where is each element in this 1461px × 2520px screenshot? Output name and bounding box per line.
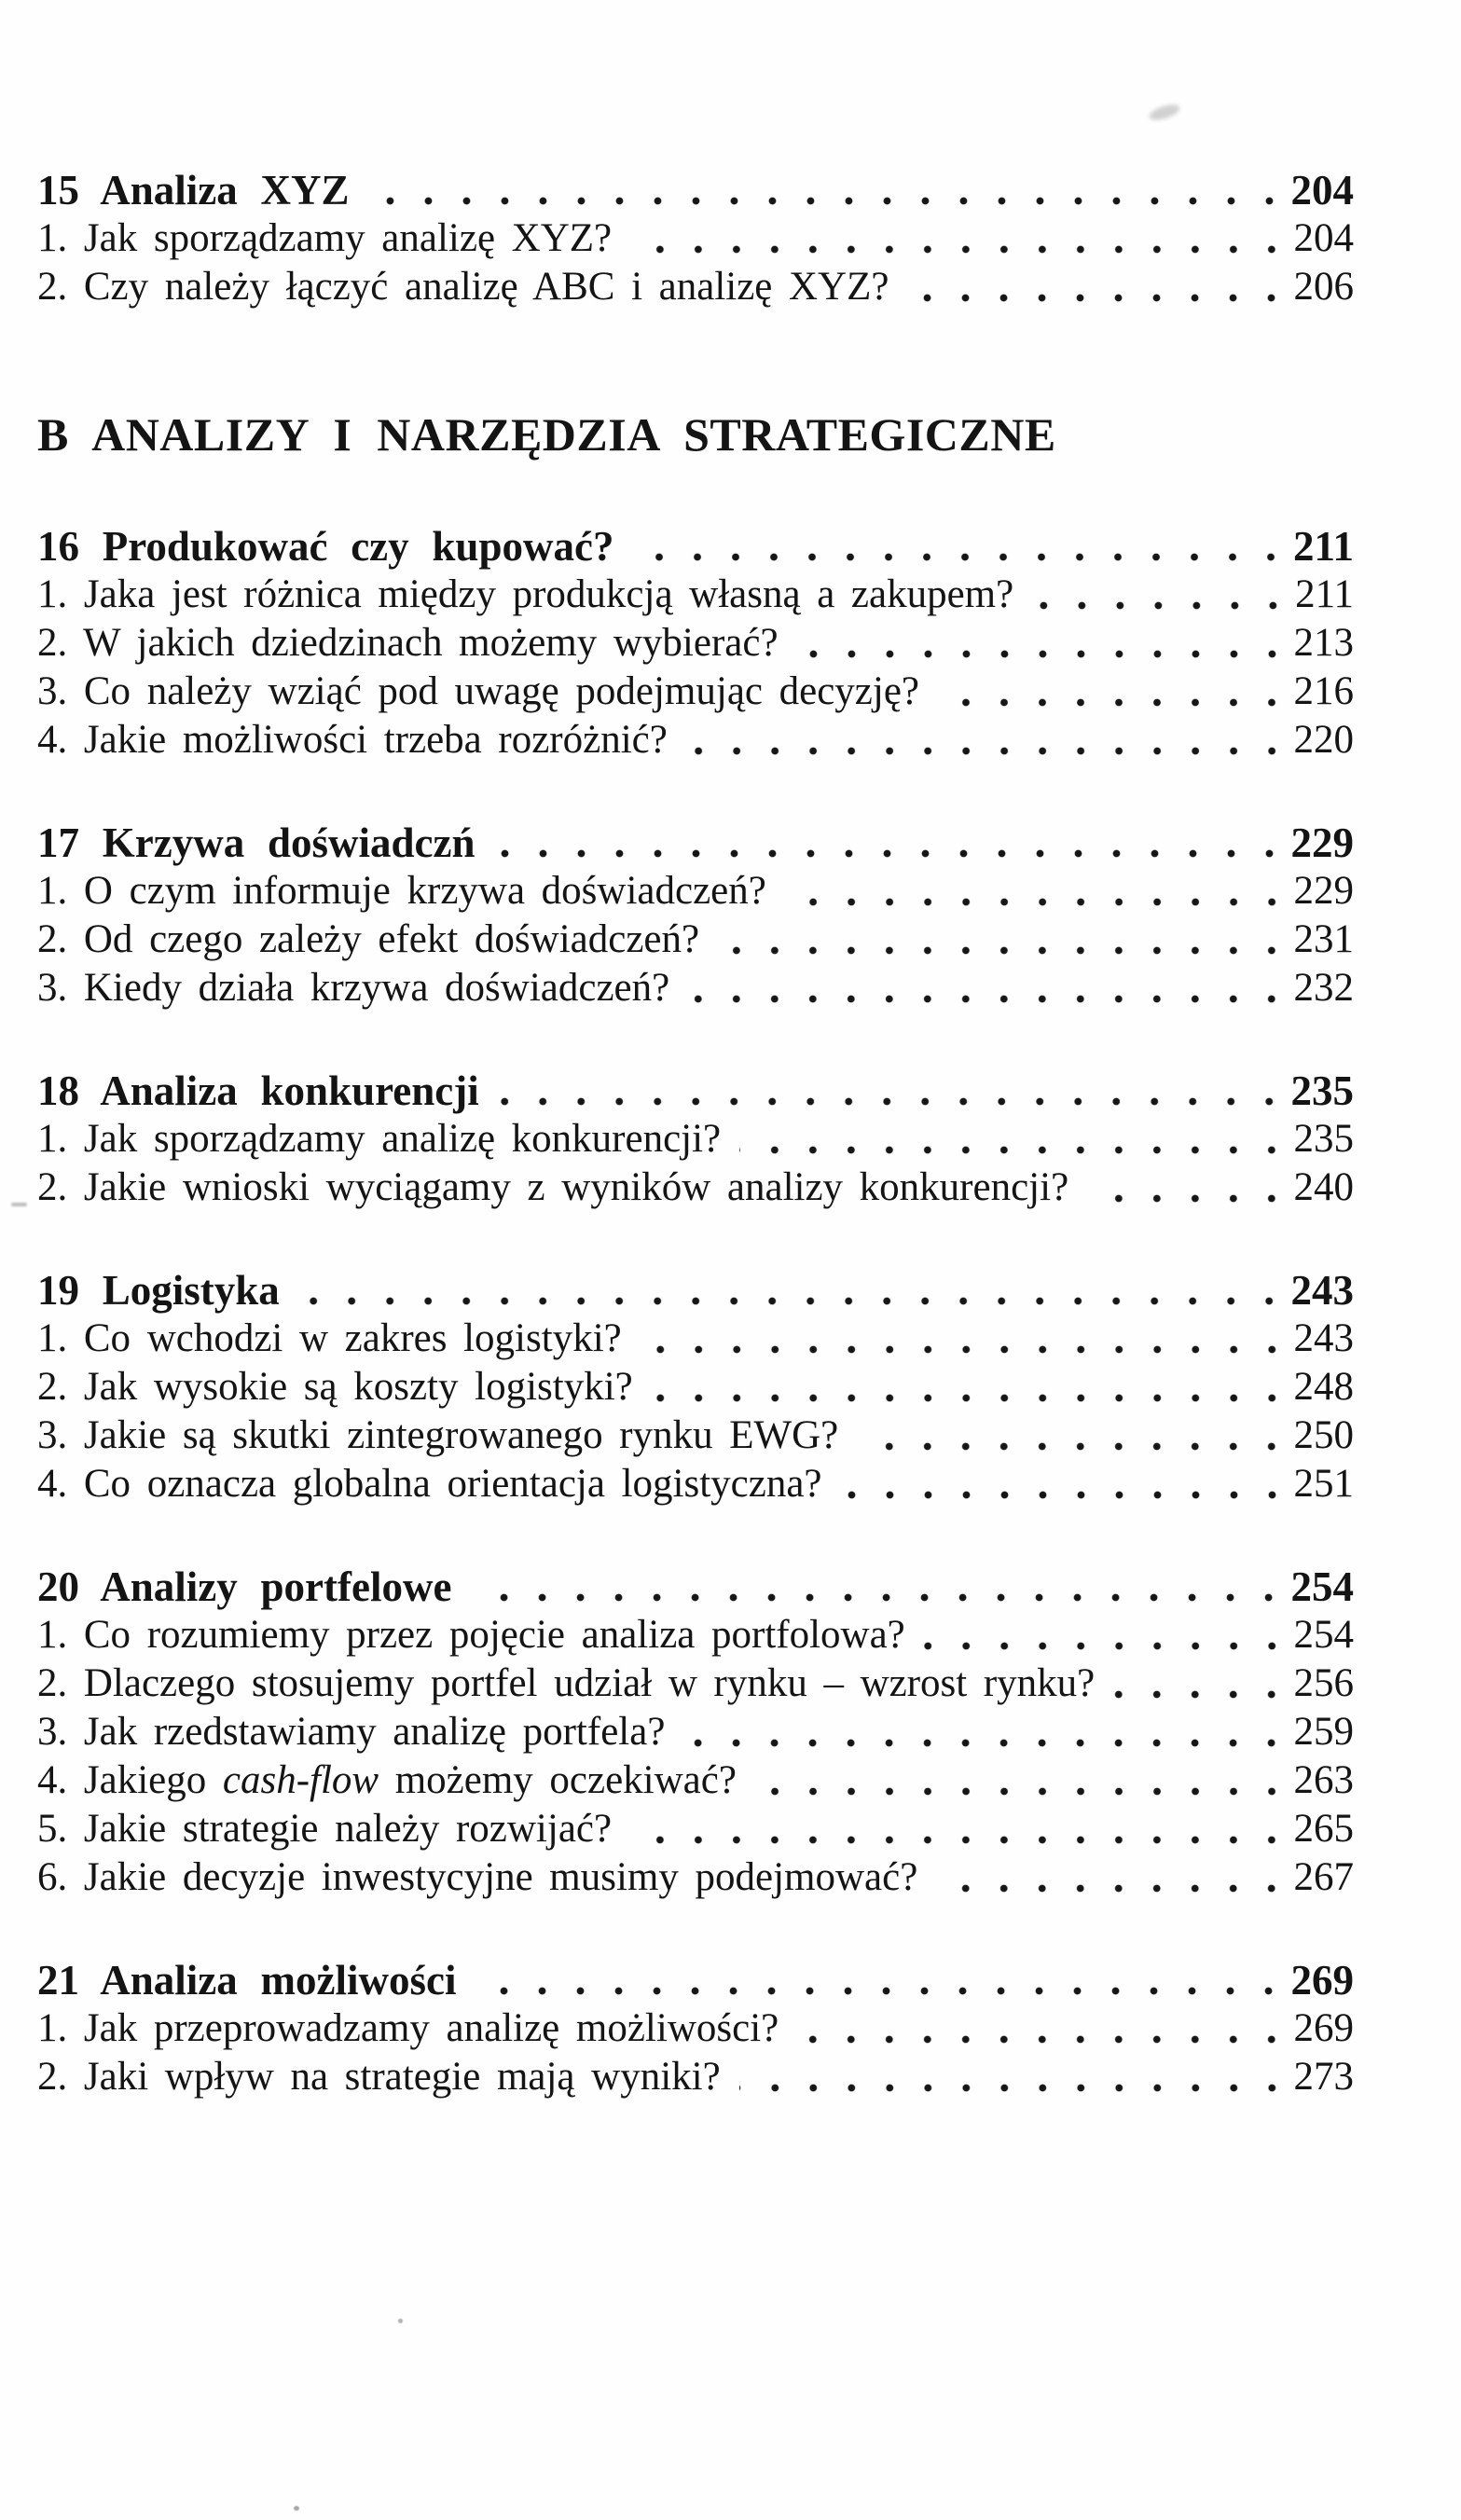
- dot-leader: [924, 1641, 1291, 1651]
- item-row: [37, 1411, 1354, 1460]
- page-number: 273: [1293, 2055, 1354, 2099]
- dot-leader: [857, 1441, 1290, 1452]
- item-row: [37, 1756, 1354, 1805]
- section-heading: B ANALIZY I NARZĘDZIA STRATEGICZNE: [37, 408, 1056, 461]
- entry-label: 3. Jak rzedstawiamy analizę portfela?: [37, 1710, 666, 1754]
- chapter-block: [37, 1067, 1354, 1212]
- page-number: 220: [1293, 718, 1354, 762]
- item-row: [37, 1115, 1354, 1164]
- item-row: [37, 1363, 1354, 1411]
- dot-leader: [938, 697, 1291, 708]
- dot-leader: [739, 1145, 1290, 1155]
- entry-label: 18 Analiza konkurencji: [37, 1067, 479, 1114]
- item-row: [37, 1460, 1354, 1508]
- entry-label: 16 Produkować czy kupować?: [37, 523, 614, 570]
- dot-leader: [475, 1986, 1288, 1996]
- item-row: [37, 867, 1354, 916]
- dot-leader: [797, 2034, 1290, 2045]
- page-number: 235: [1290, 1067, 1354, 1114]
- dot-leader: [498, 1096, 1289, 1107]
- entry-label: 2. Dlaczego stosujemy portfel udział w rynku – wzrost rynku?: [37, 1661, 1096, 1705]
- entry-label: 15 Analiza XYZ: [37, 167, 350, 213]
- page-number: 229: [1290, 819, 1354, 866]
- page-number: 243: [1290, 1267, 1354, 1314]
- page-number: 269: [1293, 2006, 1354, 2050]
- page-number: 250: [1293, 1413, 1354, 1457]
- page-number: 204: [1293, 216, 1354, 260]
- entry-label: 2. W jakich dziedzinach możemy wybierać?: [37, 621, 779, 665]
- entry-label: 21 Analiza możliwości: [37, 1957, 457, 2004]
- page-number: 235: [1293, 1117, 1354, 1161]
- dot-leader: [641, 1344, 1291, 1355]
- page-number: 216: [1293, 669, 1354, 713]
- item-row: [37, 2053, 1354, 2101]
- page-number: 229: [1293, 869, 1354, 913]
- item-row: [37, 571, 1354, 619]
- page-number: 243: [1293, 1316, 1354, 1360]
- page-number: 211: [1295, 572, 1354, 616]
- item-row: [37, 716, 1354, 764]
- dot-leader: [797, 649, 1291, 659]
- entry-label: 5. Jakie strategie należy rozwijać?: [37, 1807, 613, 1851]
- dot-leader: [630, 1835, 1290, 1845]
- dot-leader: [470, 1592, 1288, 1603]
- dot-leader: [630, 244, 1290, 255]
- entry-label: 20 Analizy portfelowe: [37, 1563, 452, 1610]
- chapter-row: [37, 1563, 1354, 1611]
- entry-label: 4. Co oznacza globalna orientacja logistyczna?: [37, 1462, 822, 1506]
- item-row: [37, 263, 1354, 311]
- chapter-block: [37, 522, 1354, 764]
- page-number: 259: [1293, 1710, 1354, 1754]
- dot-leader: [936, 1883, 1290, 1893]
- scan-artifact-speck: [398, 2319, 403, 2323]
- item-row: [37, 1315, 1354, 1363]
- dot-leader: [683, 1738, 1290, 1748]
- item-row: [37, 964, 1354, 1012]
- dot-leader: [907, 293, 1290, 303]
- entry-label: 17 Krzywa doświadczń: [37, 819, 476, 866]
- entry-label: 6. Jakie decyzje inwestycyjne musimy podejmować?: [37, 1855, 918, 1899]
- table-of-contents: [37, 166, 1354, 2101]
- entry-label: 2. Od czego zależy efekt doświadczeń?: [37, 917, 700, 961]
- entry-label: 1. Co wchodzi w zakres logistyki?: [37, 1316, 622, 1360]
- item-row: [37, 2004, 1354, 2053]
- dot-leader: [1032, 600, 1292, 611]
- page-number: 265: [1293, 1807, 1354, 1851]
- scan-artifact-speck: [294, 2506, 299, 2511]
- dot-leader: [739, 2083, 1291, 2093]
- page-number: 267: [1293, 1855, 1354, 1899]
- entry-label: 1. Jak sporządzamy analizę XYZ?: [37, 216, 613, 260]
- dot-leader: [368, 196, 1289, 206]
- page-number: 256: [1293, 1661, 1354, 1705]
- item-row: [37, 1659, 1354, 1708]
- dot-leader: [632, 552, 1290, 562]
- dot-leader: [652, 1393, 1291, 1403]
- italic-term: cash-flow: [222, 1758, 379, 1802]
- entry-label: 19 Logistyka: [37, 1267, 280, 1314]
- dot-leader: [494, 848, 1289, 859]
- page-number: 231: [1293, 917, 1354, 961]
- chapter-block: [37, 819, 1354, 1012]
- chapter-row: [37, 166, 1354, 214]
- item-row: [37, 668, 1354, 716]
- dot-leader: [686, 746, 1291, 756]
- entry-label: 1. Jaka jest różnica między produkcją własną a zakupem?: [37, 572, 1014, 616]
- page-number: 269: [1290, 1957, 1354, 2004]
- entry-label: 4. Jakiego cash-flow możemy oczekiwać?: [37, 1758, 737, 1802]
- page-number: 206: [1293, 265, 1354, 309]
- item-row: [37, 1611, 1354, 1659]
- page-number: 254: [1290, 1563, 1354, 1610]
- page-number: 204: [1290, 167, 1354, 213]
- page-number: 213: [1293, 621, 1354, 665]
- chapter-block: [37, 1956, 1354, 2101]
- entry-label: 3. Jakie są skutki zintegrowanego rynku EWG?: [37, 1413, 839, 1457]
- dot-leader: [688, 994, 1290, 1004]
- scan-artifact-dash: [11, 1203, 27, 1206]
- item-row: [37, 1805, 1354, 1853]
- entry-label: 3. Kiedy działa krzywa doświadczeń?: [37, 966, 670, 1010]
- entry-label: 2. Jakie wnioski wyciągamy z wyników analizy konkurencji?: [37, 1165, 1069, 1209]
- page-number: 240: [1293, 1165, 1354, 1209]
- page-number: 211: [1292, 523, 1354, 570]
- page-number: 251: [1293, 1462, 1354, 1506]
- dot-leader: [298, 1296, 1289, 1306]
- chapter-row: [37, 1956, 1354, 2004]
- chapter-row: [37, 1266, 1354, 1315]
- item-row: [37, 916, 1354, 964]
- chapter-block: [37, 166, 1354, 311]
- item-row: [37, 619, 1354, 668]
- dot-leader: [841, 1490, 1291, 1500]
- page-number: 254: [1293, 1613, 1354, 1657]
- dot-leader: [1113, 1689, 1290, 1700]
- entry-label: 1. Jak przeprowadzamy analizę możliwości?: [37, 2006, 779, 2050]
- entry-label: 3. Co należy wziąć pod uwagę podejmując decyzję?: [37, 669, 919, 713]
- item-row: [37, 1164, 1354, 1212]
- entry-label: 1. O czym informuje krzywa doświadczeń?: [37, 869, 766, 913]
- page-number: 232: [1293, 966, 1354, 1010]
- chapter-row: [37, 819, 1354, 867]
- entry-label: 2. Jak wysokie są koszty logistyki?: [37, 1365, 633, 1409]
- dot-leader: [718, 945, 1290, 956]
- item-row: [37, 1853, 1354, 1902]
- chapter-row: [37, 1067, 1354, 1115]
- entry-label: 1. Co rozumiemy przez pojęcie analiza portfolowa?: [37, 1613, 905, 1657]
- chapter-block: [37, 1266, 1354, 1508]
- entry-label: 2. Jaki wpływ na strategie mają wyniki?: [37, 2055, 721, 2099]
- chapter-block: [37, 1563, 1354, 1902]
- item-row: [37, 1708, 1354, 1756]
- page-number: 263: [1293, 1758, 1354, 1802]
- page-number: 248: [1293, 1365, 1354, 1409]
- dot-leader: [785, 897, 1291, 907]
- dot-leader: [755, 1786, 1291, 1797]
- entry-label: 1. Jak sporządzamy analizę konkurencji?: [37, 1117, 722, 1161]
- entry-label: 4. Jakie możliwości trzeba rozróżnić?: [37, 718, 668, 762]
- dot-leader: [1087, 1193, 1290, 1204]
- entry-label: 2. Czy należy łączyć analizę ABC i analizę XYZ?: [37, 265, 889, 309]
- chapter-row: [37, 522, 1354, 571]
- item-row: [37, 214, 1354, 263]
- scan-artifact-smudge: [1148, 102, 1181, 123]
